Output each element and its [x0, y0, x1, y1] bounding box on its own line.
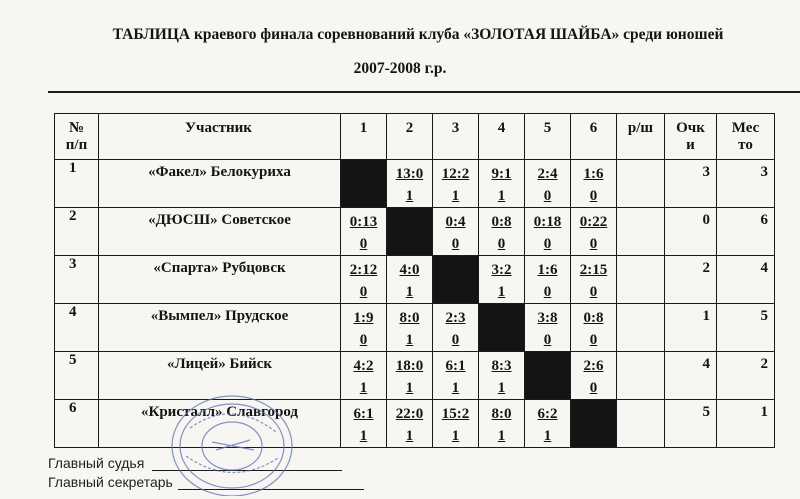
score-value: 1:6: [537, 262, 558, 278]
score-result: 0: [543, 284, 552, 300]
score-result: 0: [589, 332, 598, 348]
team-name: «Кристалл» Славгород: [99, 400, 341, 448]
score-result: 1: [497, 428, 506, 444]
score-result: 0: [543, 188, 552, 204]
score-result: 0: [589, 188, 598, 204]
official-stamp: [168, 388, 296, 496]
header-col-1: 1: [341, 114, 387, 160]
header-col-6: 6: [571, 114, 617, 160]
score-result: 1: [405, 188, 414, 204]
score-cell: [571, 160, 617, 208]
score-result: 1: [497, 188, 506, 204]
score-value: 0:8: [583, 310, 604, 326]
row-number: 3: [55, 256, 99, 304]
score-value: 9:1: [491, 166, 512, 182]
place-cell: 2: [717, 352, 775, 400]
score-result: 1: [405, 428, 414, 444]
table-row: [55, 208, 775, 256]
top-rule: [48, 91, 800, 93]
points-cell: 2: [665, 256, 717, 304]
score-value: 0:18: [533, 214, 562, 230]
diagonal-cell: [525, 352, 571, 400]
points-cell: 5: [665, 400, 717, 448]
points-cell: 4: [665, 352, 717, 400]
score-result: 1: [359, 380, 368, 396]
score-result: 0: [589, 236, 598, 252]
score-result: 0: [359, 284, 368, 300]
score-value: 2:3: [445, 310, 466, 326]
document-subtitle: 2007-2008 г.р.: [353, 60, 447, 77]
score-value: 8:0: [399, 310, 420, 326]
score-cell: [433, 208, 479, 256]
table-row: [55, 256, 775, 304]
score-result: 0: [359, 332, 368, 348]
place-cell: 4: [717, 256, 775, 304]
score-value: 0:22: [579, 214, 608, 230]
team-name: «Лицей» Бийск: [99, 352, 341, 400]
score-value: 0:8: [491, 214, 512, 230]
score-cell: [433, 352, 479, 400]
header-row: [55, 114, 775, 160]
score-result: 0: [359, 236, 368, 252]
score-cell: [571, 208, 617, 256]
score-value: 6:2: [537, 406, 558, 422]
header-col-2: 2: [387, 114, 433, 160]
score-result: 0: [497, 236, 506, 252]
score-cell: [341, 256, 387, 304]
score-cell: [341, 352, 387, 400]
score-result: 0: [451, 332, 460, 348]
score-result: 1: [497, 380, 506, 396]
header-rsh: р/ш: [617, 114, 665, 160]
diagonal-cell: [387, 208, 433, 256]
score-value: 12:2: [441, 166, 470, 182]
score-cell: [525, 304, 571, 352]
score-cell: [479, 208, 525, 256]
score-cell: [479, 352, 525, 400]
score-result: 1: [451, 188, 460, 204]
score-value: 0:13: [349, 214, 378, 230]
header-place: Мес то: [717, 114, 775, 160]
score-result: 0: [543, 332, 552, 348]
header-participant: Участник: [99, 114, 341, 160]
score-value: 1:9: [353, 310, 374, 326]
diagonal-cell: [571, 400, 617, 448]
table-row: [55, 160, 775, 208]
diagonal-cell: [479, 304, 525, 352]
score-value: 4:0: [399, 262, 420, 278]
header-col-4: 4: [479, 114, 525, 160]
score-cell: [387, 304, 433, 352]
team-name: «Спарта» Рубцовск: [99, 256, 341, 304]
score-value: 3:2: [491, 262, 512, 278]
score-cell: [433, 400, 479, 448]
points-cell: 3: [665, 160, 717, 208]
score-cell: [433, 160, 479, 208]
score-cell: [525, 400, 571, 448]
score-cell: [341, 208, 387, 256]
score-cell: [571, 304, 617, 352]
chief-judge-label: Главный судья: [48, 455, 145, 471]
row-number: 2: [55, 208, 99, 256]
score-result: 1: [359, 428, 368, 444]
score-value: 2:6: [583, 358, 604, 374]
score-value: 6:1: [445, 358, 466, 374]
place-cell: 5: [717, 304, 775, 352]
score-value: 15:2: [441, 406, 470, 422]
team-name: «Факел» Белокуриха: [99, 160, 341, 208]
score-result: 1: [405, 380, 414, 396]
score-value: 3:8: [537, 310, 558, 326]
place-cell: 1: [717, 400, 775, 448]
score-cell: [525, 208, 571, 256]
score-value: 2:15: [579, 262, 608, 278]
table-row: [55, 400, 775, 448]
score-value: 8:3: [491, 358, 512, 374]
header-col-3: 3: [433, 114, 479, 160]
row-number: 4: [55, 304, 99, 352]
header-col-5: 5: [525, 114, 571, 160]
points-cell: 0: [665, 208, 717, 256]
score-result: 1: [405, 332, 414, 348]
diagonal-cell: [341, 160, 387, 208]
rsh-cell: [617, 256, 665, 304]
score-result: 1: [451, 428, 460, 444]
results-table: [54, 113, 775, 448]
score-value: 0:4: [445, 214, 466, 230]
score-value: 13:0: [395, 166, 424, 182]
score-value: 6:1: [353, 406, 374, 422]
score-cell: [387, 160, 433, 208]
chief-secretary-label: Главный секретарь: [48, 474, 173, 490]
score-value: 4:2: [353, 358, 374, 374]
score-result: 0: [589, 284, 598, 300]
rsh-cell: [617, 304, 665, 352]
rsh-cell: [617, 160, 665, 208]
score-cell: [479, 256, 525, 304]
score-result: 0: [543, 236, 552, 252]
score-cell: [479, 400, 525, 448]
table-row: [55, 352, 775, 400]
score-result: 0: [451, 236, 460, 252]
place-cell: 3: [717, 160, 775, 208]
score-cell: [571, 256, 617, 304]
score-result: 1: [497, 284, 506, 300]
score-value: 1:6: [583, 166, 604, 182]
table-row: [55, 304, 775, 352]
score-cell: [387, 352, 433, 400]
score-result: 1: [451, 380, 460, 396]
score-cell: [479, 160, 525, 208]
score-cell: [341, 400, 387, 448]
score-cell: [341, 304, 387, 352]
rsh-cell: [617, 400, 665, 448]
score-value: 18:0: [395, 358, 424, 374]
score-result: 1: [543, 428, 552, 444]
score-value: 2:12: [349, 262, 378, 278]
points-cell: 1: [665, 304, 717, 352]
score-value: 2:4: [537, 166, 558, 182]
team-name: «Вымпел» Прудское: [99, 304, 341, 352]
row-number: 5: [55, 352, 99, 400]
row-number: 1: [55, 160, 99, 208]
score-value: 8:0: [491, 406, 512, 422]
team-name: «ДЮСШ» Советское: [99, 208, 341, 256]
score-cell: [387, 400, 433, 448]
score-cell: [525, 160, 571, 208]
score-cell: [387, 256, 433, 304]
document-title: ТАБЛИЦА краевого финала соревнований клуба «ЗОЛОТАЯ ШАЙБА» среди юношей: [112, 26, 724, 43]
place-cell: 6: [717, 208, 775, 256]
score-cell: [571, 352, 617, 400]
score-value: 22:0: [395, 406, 424, 422]
score-result: 1: [405, 284, 414, 300]
score-result: 0: [589, 380, 598, 396]
diagonal-cell: [433, 256, 479, 304]
row-number: 6: [55, 400, 99, 448]
score-cell: [433, 304, 479, 352]
score-cell: [525, 256, 571, 304]
header-num: № п/п: [55, 114, 99, 160]
rsh-cell: [617, 352, 665, 400]
header-points: Очк и: [665, 114, 717, 160]
rsh-cell: [617, 208, 665, 256]
